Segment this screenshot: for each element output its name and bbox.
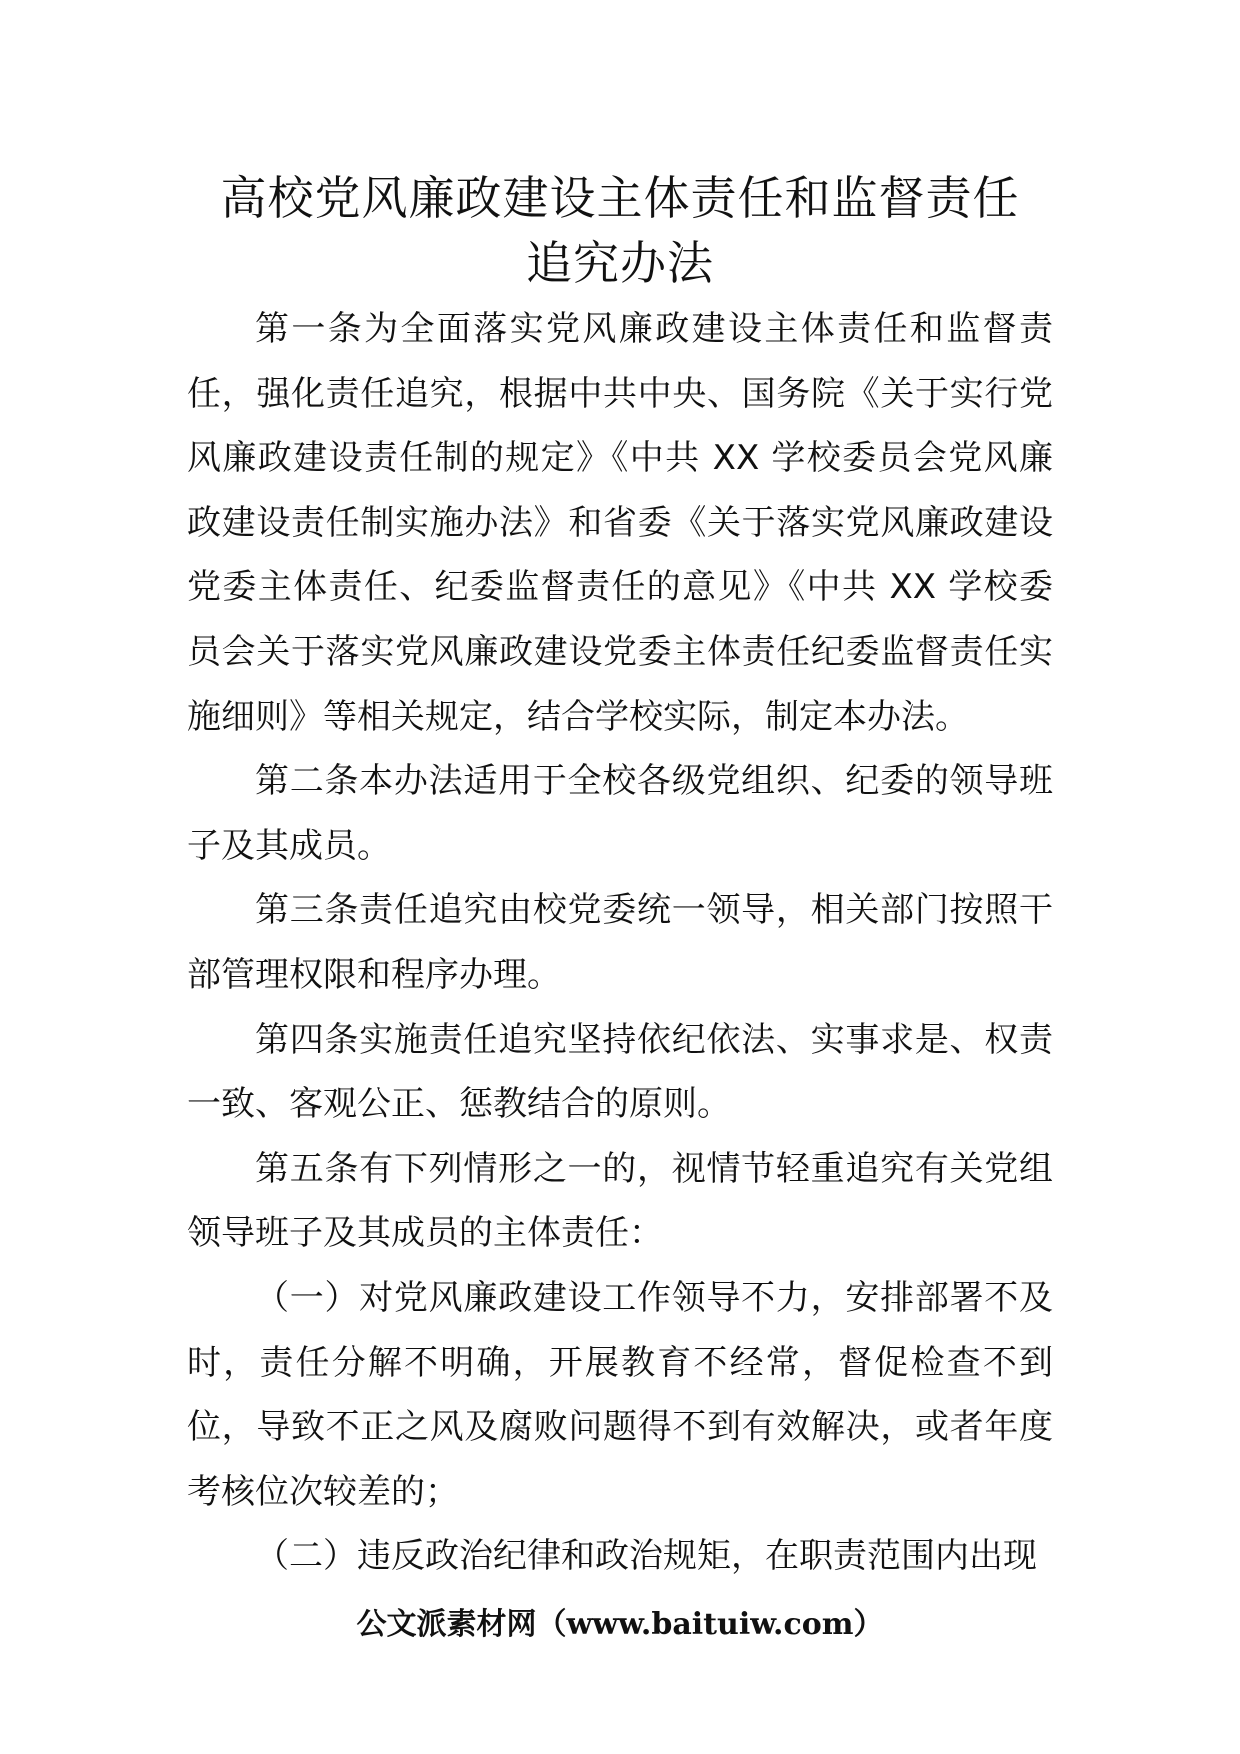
document-title-line2: 追究办法	[526, 236, 714, 290]
document-title-line1: 高校党风廉政建设主体责任和监督责任	[220, 171, 1020, 225]
paragraph-article-1: 第一条为全面落实党风廉政建设主体责任和监督责任，强化责任追究，根据中共中央、国务院《关于实行党风廉政建设责任制的规定》《中共 XX 学校委员会党风廉政建设责任制实施办法》和省委《关于落实党风廉政建设党委主体责任、纪委监督责任的意见》《中共 XX 学校委员会关于落实党风廉政建设党委主体责任纪委监督责任实施细则》等相关规定，结合学校实际，制定本办法。	[187, 309, 1053, 737]
paragraph-article-5: 第五条有下列情形之一的，视情节轻重追究有关党组领导班子及其成员的主体责任：	[187, 1148, 1053, 1254]
document-body	[187, 297, 1053, 1589]
footer-watermark: 公文派素材网（www.baituiw.com）	[356, 1607, 884, 1642]
paragraph-article-3: 第三条责任追究由校党委统一领导，相关部门按照干部管理权限和程序办理。	[187, 890, 1053, 995]
paragraph-article-2: 第二条本办法适用于全校各级党组织、纪委的领导班子及其成员。	[187, 761, 1053, 866]
paragraph-item-1: （一）对党风廉政建设工作领导不力，安排部署不及时，责任分解不明确，开展教育不经常，督促检查不到位，导致不正之风及腐败问题得不到有效解决，或者年度考核位次较差的；	[187, 1277, 1053, 1512]
paragraph-article-4: 第四条实施责任追究坚持依纪依法、实事求是、权责一致、客观公正、惩教结合的原则。	[187, 1019, 1053, 1125]
paragraph-item-2: （二）违反政治纪律和政治规矩，在职责范围内出现	[255, 1536, 1037, 1577]
